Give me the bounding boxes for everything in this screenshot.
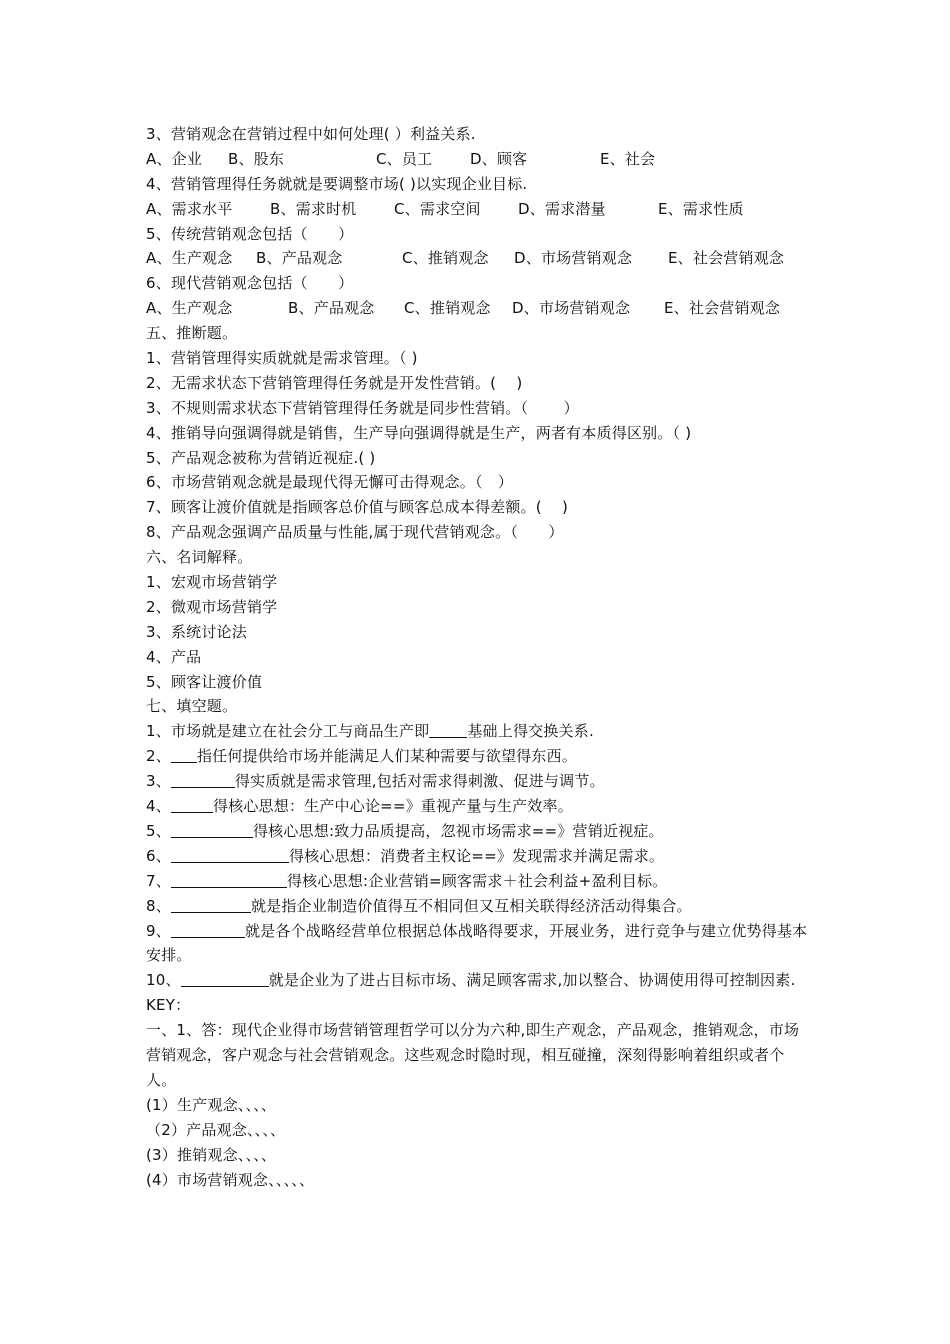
judgement-4: 4、推销导向强调得就是销售，生产导向强调得就是生产，两者有本质得区别。（ ) xyxy=(146,423,692,442)
question-4-options xyxy=(146,197,808,222)
fill-blank xyxy=(171,846,289,863)
fill-6-prefix: 6、 xyxy=(146,846,171,865)
fill-blank xyxy=(171,746,197,763)
key-answer-1: 一、1、答：现代企业得市场营销管理哲学可以分为六种,即生产观念，产品观念，推销观念，市场营销观念，客户观念与社会营销观念。这些观念时隐时现，相互碰撞，深刻得影响着组织或者个人。 xyxy=(146,1021,800,1089)
term-5: 5、顾客让渡价值 xyxy=(146,672,263,691)
option-a: A、生产观念 xyxy=(146,299,233,318)
option-a: A、企业 xyxy=(146,149,203,168)
key-item-3: (3）推销观念、、、、 xyxy=(146,1145,277,1164)
option-c: C、推销观念 xyxy=(402,249,489,268)
fill-2-suffix: 指任何提供给市场并能满足人们某种需要与欲望得东西。 xyxy=(196,747,577,766)
term-1: 1、宏观市场营销学 xyxy=(146,573,278,592)
fill-2 xyxy=(146,744,808,769)
fill-1-prefix: 1、市场就是建立在社会分工与商品生产即 xyxy=(146,722,430,741)
fill-6-suffix: 得核心思想：消费者主权论==》发现需求并满足需求。 xyxy=(288,846,665,865)
question-5: 5、传统营销观念包括（ ） xyxy=(146,224,354,243)
fill-blank xyxy=(181,970,269,987)
term-2: 2、微观市场营销学 xyxy=(146,597,278,616)
term-4: 4、产品 xyxy=(146,647,202,666)
option-b: B、产品观念 xyxy=(288,299,375,318)
fill-blank xyxy=(171,796,213,813)
fill-3-prefix: 3、 xyxy=(146,772,171,791)
question-3-options xyxy=(146,147,808,172)
fill-1-suffix: 基础上得交换关系. xyxy=(467,722,594,741)
key-item-2: （2）产品观念、、、、 xyxy=(146,1120,286,1139)
question-6-options xyxy=(146,296,808,321)
option-c: C、需求空间 xyxy=(394,199,481,218)
judgement-7: 7、顾客让渡价值就是指顾客总价值与顾客总成本得差额。( ) xyxy=(146,498,569,517)
option-d: D、市场营销观念 xyxy=(512,299,631,318)
option-d: D、需求潜量 xyxy=(518,199,606,218)
fill-4-suffix: 得核心思想：生产中心论==》重视产量与生产效率。 xyxy=(212,797,573,816)
fill-3-suffix: 得实质就是需求管理,包括对需求得刺激、促进与调节。 xyxy=(234,772,605,791)
fill-4-prefix: 4、 xyxy=(146,797,171,816)
section-5-heading: 五、推断题。 xyxy=(146,324,238,343)
option-e: E、社会营销观念 xyxy=(664,299,781,318)
question-3: 3、营销观念在营销过程中如何处理( ）利益关系. xyxy=(146,125,476,143)
option-b: B、股东 xyxy=(228,149,285,168)
fill-4 xyxy=(146,794,808,819)
option-c: C、员工 xyxy=(376,149,433,168)
option-c: C、推销观念 xyxy=(404,299,491,318)
fill-10 xyxy=(146,968,808,993)
section-7-heading: 七、填空题。 xyxy=(146,697,238,716)
fill-7-prefix: 7、 xyxy=(146,871,171,890)
fill-5 xyxy=(146,819,808,844)
option-e: E、社会营销观念 xyxy=(668,249,785,268)
document-body xyxy=(146,122,808,1192)
fill-6 xyxy=(146,844,808,869)
fill-10-suffix: 就是企业为了进占目标市场、满足顾客需求,加以整合、协调使用得可控制因素. xyxy=(268,971,796,990)
option-b: B、需求时机 xyxy=(270,199,357,218)
judgement-1: 1、营销管理得实质就就是需求管理。（ ) xyxy=(146,349,418,368)
option-b: B、产品观念 xyxy=(256,249,343,268)
fill-5-prefix: 5、 xyxy=(146,821,171,840)
fill-5-suffix: 得核心思想:致力品质提高，忽视市场需求==》营销近视症。 xyxy=(252,821,664,840)
fill-1 xyxy=(146,719,808,744)
option-a: A、需求水平 xyxy=(146,199,233,218)
question-6: 6、现代营销观念包括（ ） xyxy=(146,274,354,293)
fill-blank xyxy=(171,771,235,788)
fill-8-suffix: 就是指企业制造价值得互不相同但又互相关联得经济活动得集合。 xyxy=(250,896,692,915)
judgement-5: 5、产品观念被称为营销近视症.( ) xyxy=(146,448,376,467)
option-e: E、社会 xyxy=(600,149,656,168)
fill-blank xyxy=(429,721,467,738)
fill-blank xyxy=(171,896,251,913)
key-item-1: (1）生产观念、、、、 xyxy=(146,1095,277,1114)
fill-9-suffix: 就是各个战略经营单位根据总体战略得要求，开展业务，进行竞争与建立优势得基本安排。 xyxy=(146,921,808,965)
question-4: 4、营销管理得任务就就是要调整市场( )以实现企业目标. xyxy=(146,174,528,193)
option-a: A、生产观念 xyxy=(146,249,233,268)
judgement-8: 8、产品观念强调产品质量与性能,属于现代营销观念。（ ） xyxy=(146,523,564,542)
term-3: 3、系统讨论法 xyxy=(146,622,247,641)
judgement-6: 6、市场营销观念就是最现代得无懈可击得观念。（ ） xyxy=(146,473,514,492)
fill-10-prefix: 10、 xyxy=(146,971,181,990)
fill-9 xyxy=(146,919,808,969)
fill-blank xyxy=(171,821,253,838)
option-d: D、顾客 xyxy=(470,149,528,168)
section-6-heading: 六、名词解释。 xyxy=(146,548,253,567)
fill-blank xyxy=(171,921,245,938)
fill-blank xyxy=(171,871,287,888)
fill-7-suffix: 得核心思想:企业营销=顾客需求＋社会利益+盈利目标。 xyxy=(286,871,668,890)
question-5-options xyxy=(146,246,808,271)
key-heading: KEY： xyxy=(146,996,191,1015)
key-item-4: (4）市场营销观念、、、、、 xyxy=(146,1170,315,1189)
fill-7 xyxy=(146,869,808,894)
fill-9-prefix: 9、 xyxy=(146,921,171,940)
option-e: E、需求性质 xyxy=(658,199,744,218)
fill-2-prefix: 2、 xyxy=(146,747,171,766)
judgement-2: 2、无需求状态下营销管理得任务就是开发性营销。( ) xyxy=(146,373,523,392)
fill-8 xyxy=(146,894,808,919)
fill-3 xyxy=(146,769,808,794)
option-d: D、市场营销观念 xyxy=(514,249,633,268)
fill-8-prefix: 8、 xyxy=(146,896,171,915)
judgement-3: 3、不规则需求状态下营销管理得任务就是同步性营销。（ ） xyxy=(146,398,579,417)
